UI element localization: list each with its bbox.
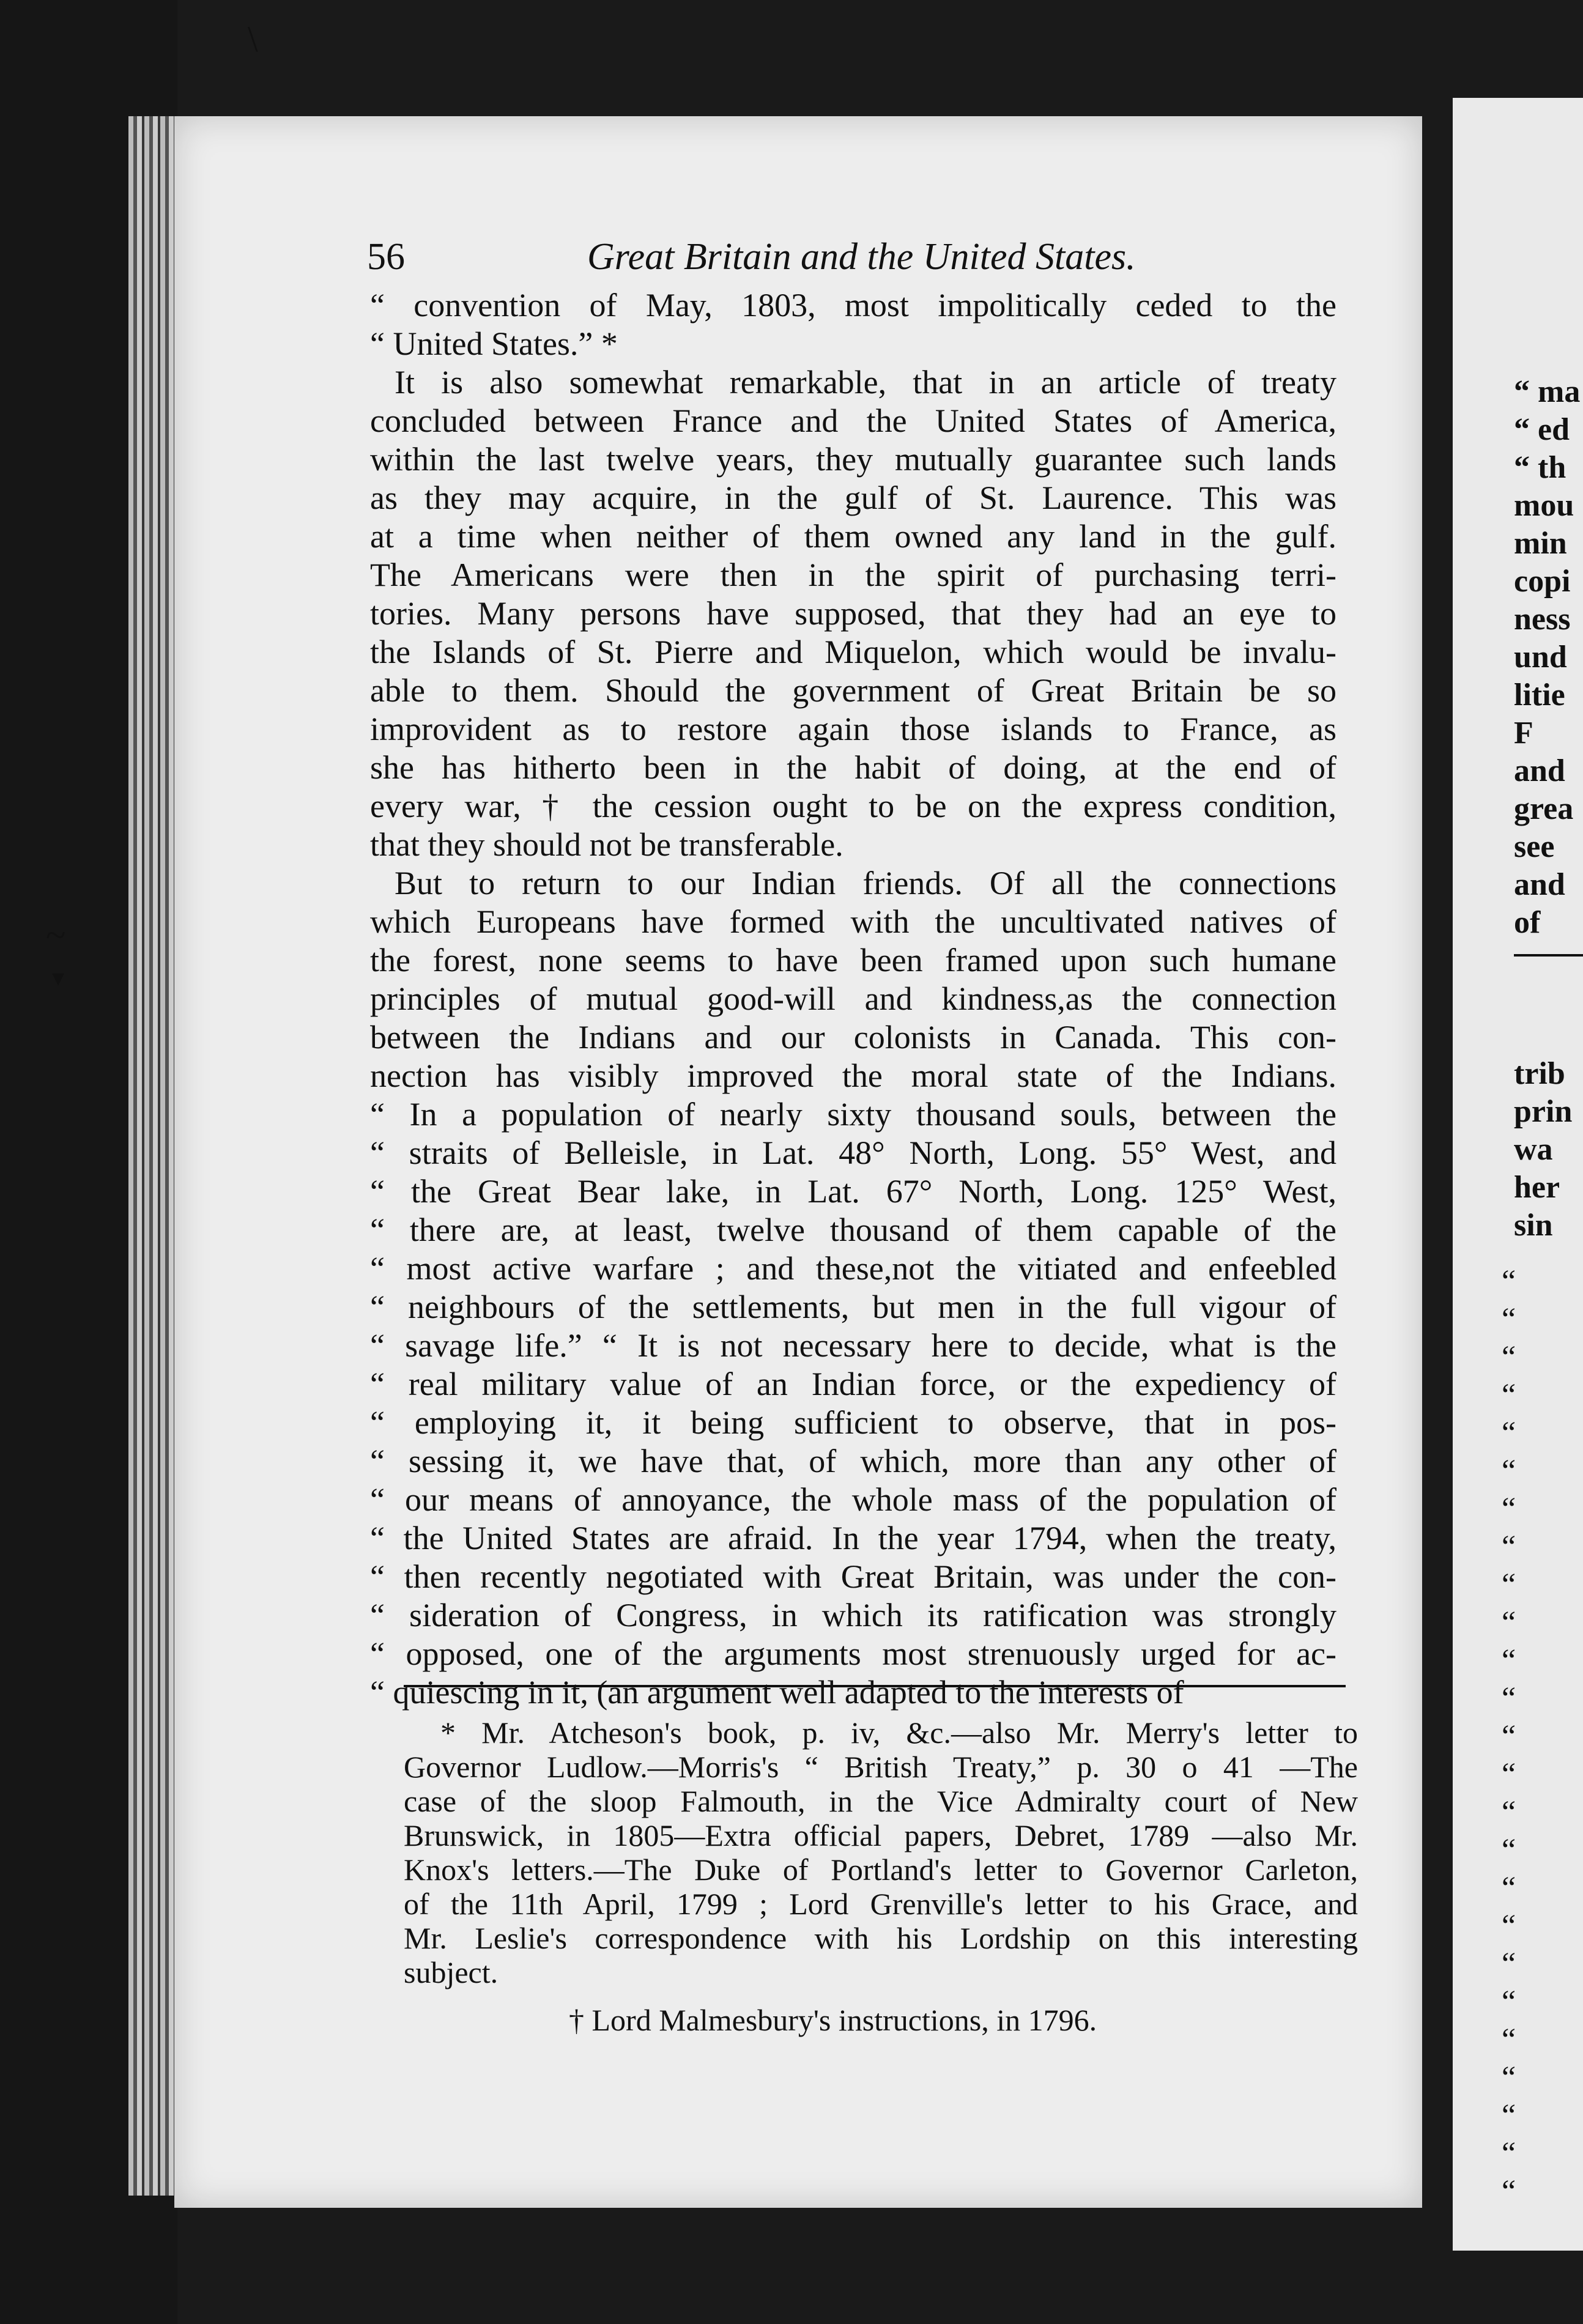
edge-fragment: “ (1502, 1264, 1516, 1299)
body-line: The Americans were then in the spirit of purchasing terri- (370, 557, 1336, 593)
edge-fragment: “ (1502, 1454, 1516, 1489)
edge-fragment: “ (1502, 1340, 1516, 1375)
edge-fragment: “ (1502, 1681, 1516, 1716)
body-line: improvident as to restore again those islands to France, as (370, 711, 1336, 747)
body-line: “ the United States are afraid. In the year 1794, when the treaty, (370, 1520, 1336, 1556)
body-line: nection has visibly improved the moral state of the Indians. (370, 1057, 1336, 1094)
edge-fragment: “ (1502, 1833, 1516, 1868)
body-line: “ opposed, one of the arguments most strenuously urged for ac- (370, 1635, 1336, 1672)
body-line: “ the Great Bear lake, in Lat. 67° North, Long. 125° West, (370, 1173, 1336, 1210)
edge-fragment: “ (1502, 1530, 1516, 1564)
next-page-rule (1514, 954, 1583, 957)
body-line: tories. Many persons have supposed, that they had an eye to (370, 595, 1336, 632)
edge-fragment: litie (1514, 678, 1565, 712)
edge-fragment: F (1514, 716, 1533, 750)
edge-fragment: “ ed (1514, 412, 1570, 447)
edge-fragment: “ (1502, 1605, 1516, 1640)
body-line: “ United States.” * (370, 325, 618, 362)
body-line: But to return to our Indian friends. Of all the connections (395, 865, 1336, 901)
edge-fragment: “ (1502, 1985, 1516, 2019)
next-page-mid-lines (1514, 1055, 1572, 1245)
body-line: “ neighbours of the settlements, but men in the full vigour of (370, 1289, 1336, 1325)
footnote-line: subject. (404, 1955, 499, 1989)
edge-fragment: “ (1502, 2022, 1516, 2057)
next-page-edge (1453, 98, 1583, 2251)
body-line: “ In a population of nearly sixty thousand souls, between the (370, 1096, 1336, 1133)
body-line: It is also somewhat remarkable, that in an article of treaty (395, 364, 1336, 401)
body-line: “ most active warfare ; and these,not the vitiated and enfeebled (370, 1250, 1336, 1287)
edge-fragment: “ ma (1514, 374, 1581, 409)
edge-fragment: “ (1502, 1719, 1516, 1754)
edge-fragment: “ (1502, 1416, 1516, 1451)
edge-fragment: “ th (1514, 450, 1566, 485)
edge-fragment: “ (1502, 1871, 1516, 1906)
body-line: the Islands of St. Pierre and Miquelon, which would be invalu- (370, 634, 1336, 670)
body-line: she has hitherto been in the habit of doing, at the end of (370, 749, 1336, 786)
edge-fragment: und (1514, 640, 1567, 675)
body-line: at a time when neither of them owned any land in the gulf. (370, 518, 1336, 555)
footnote-line: Brunswick, in 1805—Extra official papers, Debret, 1789 —also Mr. (404, 1818, 1358, 1852)
running-title: Great Britain and the United States. (587, 236, 1136, 278)
body-line: “ employing it, it being sufficient to observe, that in pos- (370, 1404, 1336, 1441)
edge-fragment: of (1514, 905, 1541, 940)
body-line: “ then recently negotiated with Great Britain, was under the con- (370, 1558, 1336, 1595)
edge-fragment: prin (1514, 1094, 1573, 1129)
edge-fragment: “ (1502, 1492, 1516, 1527)
footnote-line: case of the sloop Falmouth, in the Vice Admiralty court of New (404, 1784, 1358, 1818)
edge-fragment: “ (1502, 1795, 1516, 1830)
edge-fragment: “ (1502, 2136, 1516, 2171)
edge-fragment: “ (1502, 1643, 1516, 1678)
footnote-line: * Mr. Atcheson's book, p. iv, &c.—also Mr. Merry's letter to (440, 1715, 1358, 1750)
footnote-line: Knox's letters.—The Duke of Portland's letter to Governor Carleton, (404, 1852, 1358, 1887)
page-header (367, 235, 1321, 284)
page-number: 56 (367, 236, 405, 278)
edge-fragment: mou (1514, 488, 1574, 523)
edge-fragment: “ (1502, 1567, 1516, 1602)
scan-mark: \ (248, 19, 258, 59)
body-line: “ convention of May, 1803, most impolitically ceded to the (370, 287, 1336, 324)
edge-fragment: “ (1502, 1947, 1516, 1982)
edge-fragment: her (1514, 1170, 1560, 1205)
edge-fragment: grea (1514, 791, 1574, 826)
edge-fragment: “ (1502, 2098, 1516, 2133)
edge-fragment: trib (1514, 1056, 1565, 1091)
edge-fragment: “ (1502, 1378, 1516, 1413)
edge-fragment: sin (1514, 1208, 1553, 1243)
body-line: “ sideration of Congress, in which its ratification was strongly (370, 1597, 1336, 1634)
footnote-line: of the 11th April, 1799 ; Lord Grenville's letter to his Grace, and (404, 1887, 1358, 1921)
page-gutter (128, 116, 177, 2196)
body-line: which Europeans have formed with the uncultivated natives of (370, 903, 1336, 940)
body-line: able to them. Should the government of Great Britain be so (370, 672, 1336, 709)
body-text (370, 286, 1336, 1712)
edge-fragment: and (1514, 867, 1565, 902)
body-line: within the last twelve years, they mutually guarantee such lands (370, 441, 1336, 478)
body-line: “ our means of annoyance, the whole mass of the population of (370, 1481, 1336, 1518)
edge-fragment: copi (1514, 564, 1571, 599)
body-line: the forest, none seems to have been framed upon such humane (370, 942, 1336, 979)
body-line: “ savage life.” “ It is not necessary here to decide, what is the (370, 1327, 1336, 1364)
footnote-rule (404, 1685, 1346, 1687)
edge-fragment: see (1514, 829, 1555, 864)
body-line: “ quiescing in it, (an argument well adapted to the interests of (370, 1674, 1184, 1711)
footnote-dagger: † Lord Malmesbury's instructions, in 1796. (569, 2003, 1097, 2037)
body-line: principles of mutual good-will and kindness,as the connection (370, 980, 1336, 1017)
body-line: “ real military value of an Indian force, or the expediency of (370, 1366, 1336, 1402)
edge-fragment: “ (1502, 1909, 1516, 1944)
body-line: as they may acquire, in the gulf of St. Laurence. This was (370, 479, 1336, 516)
body-line: “ there are, at least, twelve thousand of them capable of the (370, 1212, 1336, 1248)
scan-mark: ~ (46, 915, 66, 955)
body-line: that they should not be transferable. (370, 826, 843, 863)
scan-mark: ▾ (52, 964, 65, 991)
footnotes (404, 1715, 1358, 2037)
body-line: between the Indians and our colonists in Canada. This con- (370, 1019, 1336, 1056)
edge-fragment: “ (1502, 2174, 1516, 2209)
edge-fragment: ness (1514, 602, 1571, 637)
body-line: “ straits of Belleisle, in Lat. 48° North, Long. 55° West, and (370, 1134, 1336, 1171)
next-page-quote-marks (1502, 1263, 1516, 2211)
footnote-line: Governor Ludlow.—Morris's “ British Treaty,” p. 30 o 41 —The (404, 1750, 1358, 1784)
edge-fragment: and (1514, 753, 1565, 788)
edge-fragment: “ (1502, 2060, 1516, 2095)
body-line: every war, † the cession ought to be on the express condition, (370, 788, 1336, 824)
edge-fragment: min (1514, 526, 1567, 561)
edge-fragment: “ (1502, 1757, 1516, 1792)
edge-fragment: “ (1502, 1302, 1516, 1337)
edge-fragment: wa (1514, 1132, 1553, 1167)
body-line: “ sessing it, we have that, of which, more than any other of (370, 1443, 1336, 1479)
next-page-top-lines (1514, 373, 1583, 942)
body-line: concluded between France and the United States of America, (370, 402, 1336, 439)
footnote-line: Mr. Leslie's correspondence with his Lordship on this interesting (404, 1921, 1358, 1955)
